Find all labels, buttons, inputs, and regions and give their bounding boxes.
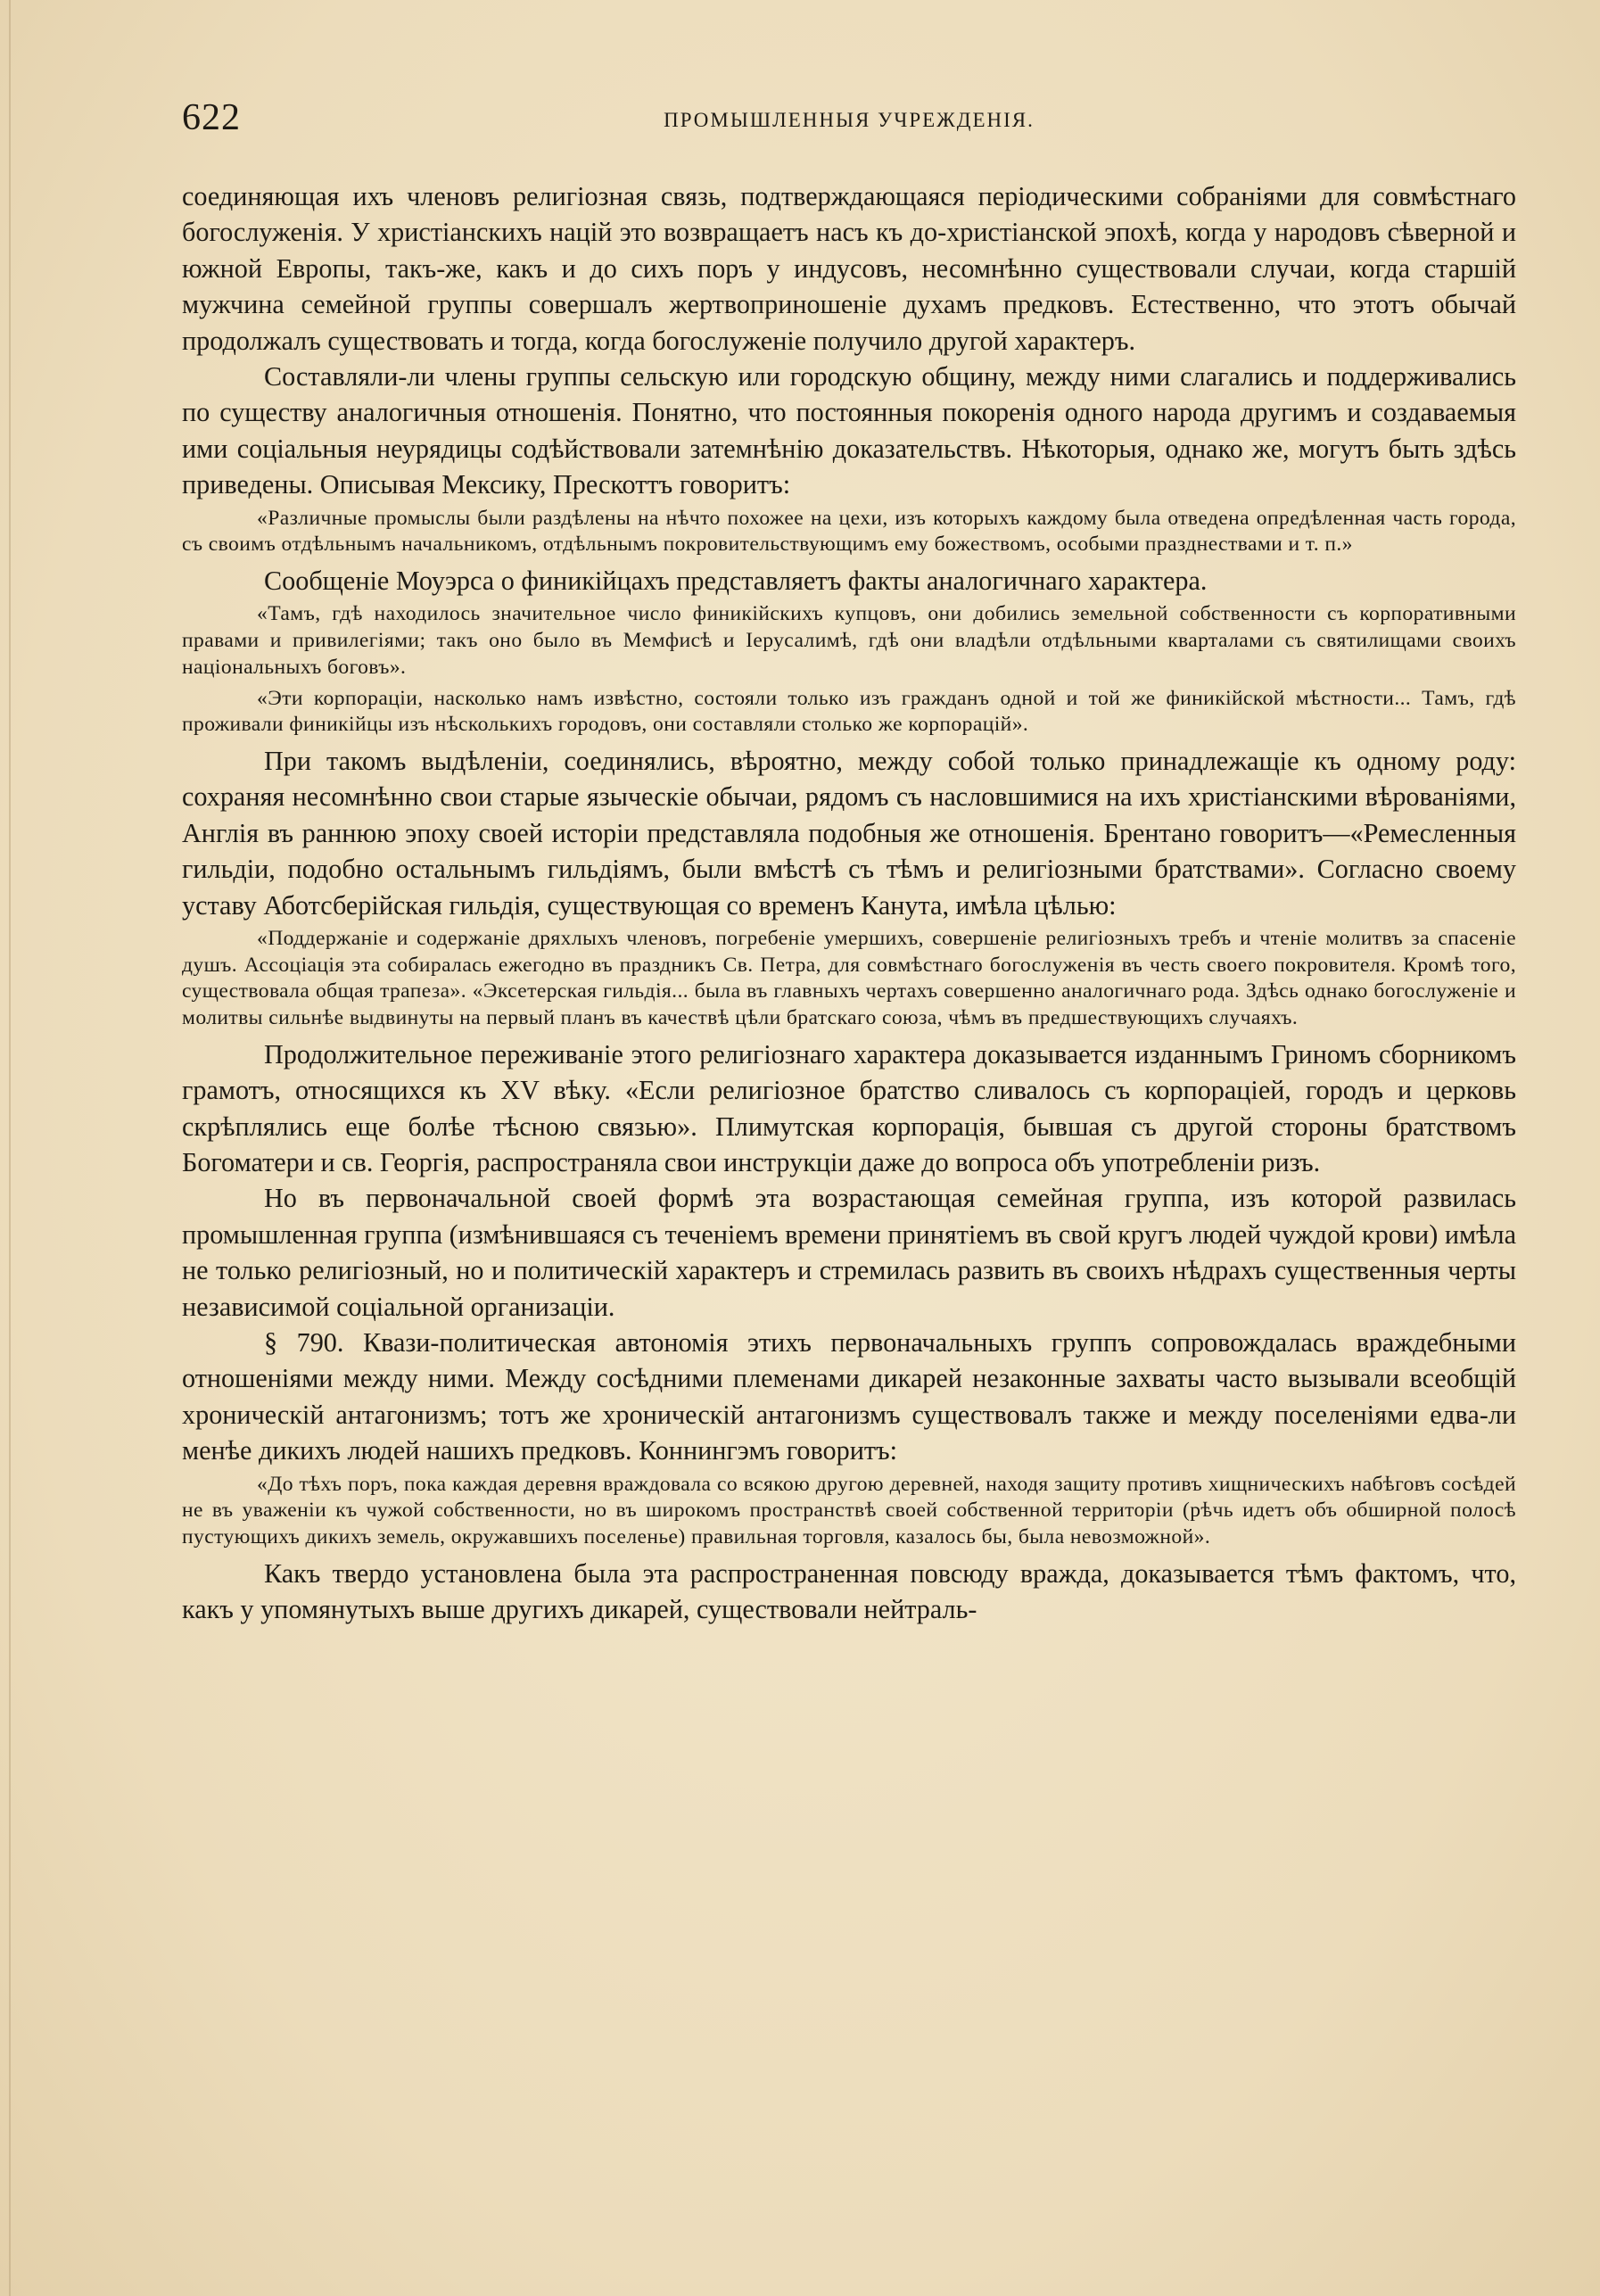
section-paragraph: § 790. Квази-политическая автономія этихъ первоначальныхъ группъ сопровождалась враждебными отношеніями между ними. Между сосѣдними племенами дикарей незаконные захваты часто вызывали всеобщій хроническій антагонизмъ; тотъ же хроническій антагонизмъ существовалъ также и между поселеніями едва-ли менѣе дикихъ людей нашихъ предковъ. Коннингэмъ говоритъ: [182, 1327, 1516, 1466]
block-quote: «До тѣхъ поръ, пока каждая деревня враждовала со всякою другою деревней, находя защиту противъ хищническихъ набѣговъ сосѣдей не въ уваженіи къ чужой собственности, но въ широкомъ пространствѣ своей собственной территоріи (рѣчь идетъ объ обширной полосѣ пустующихъ дикихъ земель, окружавшихъ поселенье) правильная торговля, казалось бы, была невозможной». [182, 1472, 1516, 1549]
block-quote: «Различные промыслы были раздѣлены на нѣчто похожее на цехи, изъ которыхъ каждому была отведена опредѣленная часть города, съ своимъ отдѣльнымъ начальникомъ, отдѣльнымъ покровительствующимъ ему божествомъ, особыми празднествами и т. п.» [182, 506, 1516, 557]
block-quote: «Эти корпораціи, насколько намъ извѣстно, состояли только изъ гражданъ одной и той же финикійской мѣстности... Тамъ, гдѣ проживали финикійцы изъ нѣсколькихъ городовъ, они составляли столько же корпорацій». [182, 686, 1516, 737]
body-paragraph: Сообщеніе Моуэрса о финикійцахъ представляетъ факты аналогичнаго характера. [264, 566, 1208, 597]
running-title: ПРОМЫШЛЕННЫЯ УЧРЕЖДЕНІЯ. [664, 109, 1035, 131]
block-quote: «Тамъ, гдѣ находилось значительное число финикійскихъ купцовъ, они добились земельной собственности съ корпоративными правами и привилегіями; такъ оно было въ Мемфисѣ и Іерусалимѣ, гдѣ они владѣли отдѣльными кварталами съ святилищами своихъ національныхъ боговъ». [182, 602, 1516, 679]
body-paragraph: При такомъ выдѣленіи, соединялись, вѣроятно, между собой только принадлежащіе къ одному роду: сохраняя несомнѣнно свои старые языческіе обычаи, рядомъ съ насловшимися на ихъ христіанскими вѣрованіями, Англія въ раннюю эпоху своей исторіи представляла подобныя же отношенія. Брентано говоритъ—«Ремесленныя гильдіи, подобно остальнымъ гильдіямъ, были вмѣстѣ съ тѣмъ и религіозными братствами». Согласно своему уставу Аботсберійская гильдія, существующая со временъ Канута, имѣла цѣлью: [182, 745, 1516, 921]
page-header [182, 96, 1516, 136]
body-paragraph: Составляли-ли члены группы сельскую или городскую общину, между ними слагались и поддерживались по существу аналогичныя отношенія. Понятно, что постоянныя покоренія одного народа другимъ и создаваемыя ими соціальныя неурядицы содѣйствовали затемнѣнію доказательствъ. Нѣкоторыя, однако же, могутъ быть здѣсь приведены. Описывая Мексику, Прескоттъ говоритъ: [182, 361, 1516, 500]
page-number: 622 [182, 97, 241, 138]
page-edge-line [9, 0, 11, 2296]
body-paragraph: соединяющая ихъ членовъ религіозная связь, подтверждающаяся періодическими собраніями для совмѣстнаго богослуженія. У христіанскихъ націй это возвращаетъ насъ къ до-христіанской эпохѣ, когда у народовъ сѣверной и южной Европы, такъ-же, какъ и до сихъ поръ у индусовъ, несомнѣнно существовали случаи, когда старшій мужчина семейной группы совершалъ жертвоприношеніе духамъ предковъ. Естественно, что этотъ обычай продолжалъ существовать и тогда, когда богослуженіе получило другой характеръ. [182, 181, 1516, 356]
body-paragraph: Какъ твердо установлена была эта распространенная повсюду вражда, доказывается тѣмъ фактомъ, что, какъ у упомянутыхъ выше другихъ дикарей, существовали нейтраль- [182, 1557, 1516, 1625]
body-paragraph: Но въ первоначальной своей формѣ эта возрастающая семейная группа, изъ которой развилась промышленная группа (измѣнившаяся съ теченіемъ времени принятіемъ въ свой кругъ людей чуждой крови) имѣла не только религіозный, но и политическій характеръ и стремилась развить въ своихъ нѣдрахъ существенныя черты независимой соціальной организаціи. [182, 1183, 1516, 1322]
body-paragraph: Продолжительное переживаніе этого религіознаго характера доказывается изданнымъ Гриномъ сборникомъ грамотъ, относящихся къ XV вѣку. «Если религіозное братство сливалось съ корпораціей, городъ и церковь скрѣплялись еще болѣе тѣсною связью». Плимутская корпорація, бывшая съ другой стороны братствомъ Богоматери и св. Георгія, распространяла свои инструкціи даже до вопроса объ употребленіи ризъ. [182, 1038, 1516, 1178]
main-text [182, 178, 1516, 1628]
block-quote: «Поддержаніе и содержаніе дряхлыхъ членовъ, погребеніе умершихъ, совершеніе религіозныхъ требъ и чтеніе молитвъ за спасеніе душъ. Ассоціація эта собиралась ежегодно въ праздникъ Св. Петра, для совмѣстнаго богослуженія въ честь своего покровителя. Кромѣ того, существовала общая трапеза». «Эксетерская гильдія... была въ главныхъ чертахъ совершенно аналогичнаго рода. Здѣсь однако богослуженіе и молитвы сильнѣе выдвинуты на первый планъ въ качествѣ цѣли братскаго союза, чѣмъ въ предшествующихъ случаяхъ. [182, 927, 1516, 1030]
